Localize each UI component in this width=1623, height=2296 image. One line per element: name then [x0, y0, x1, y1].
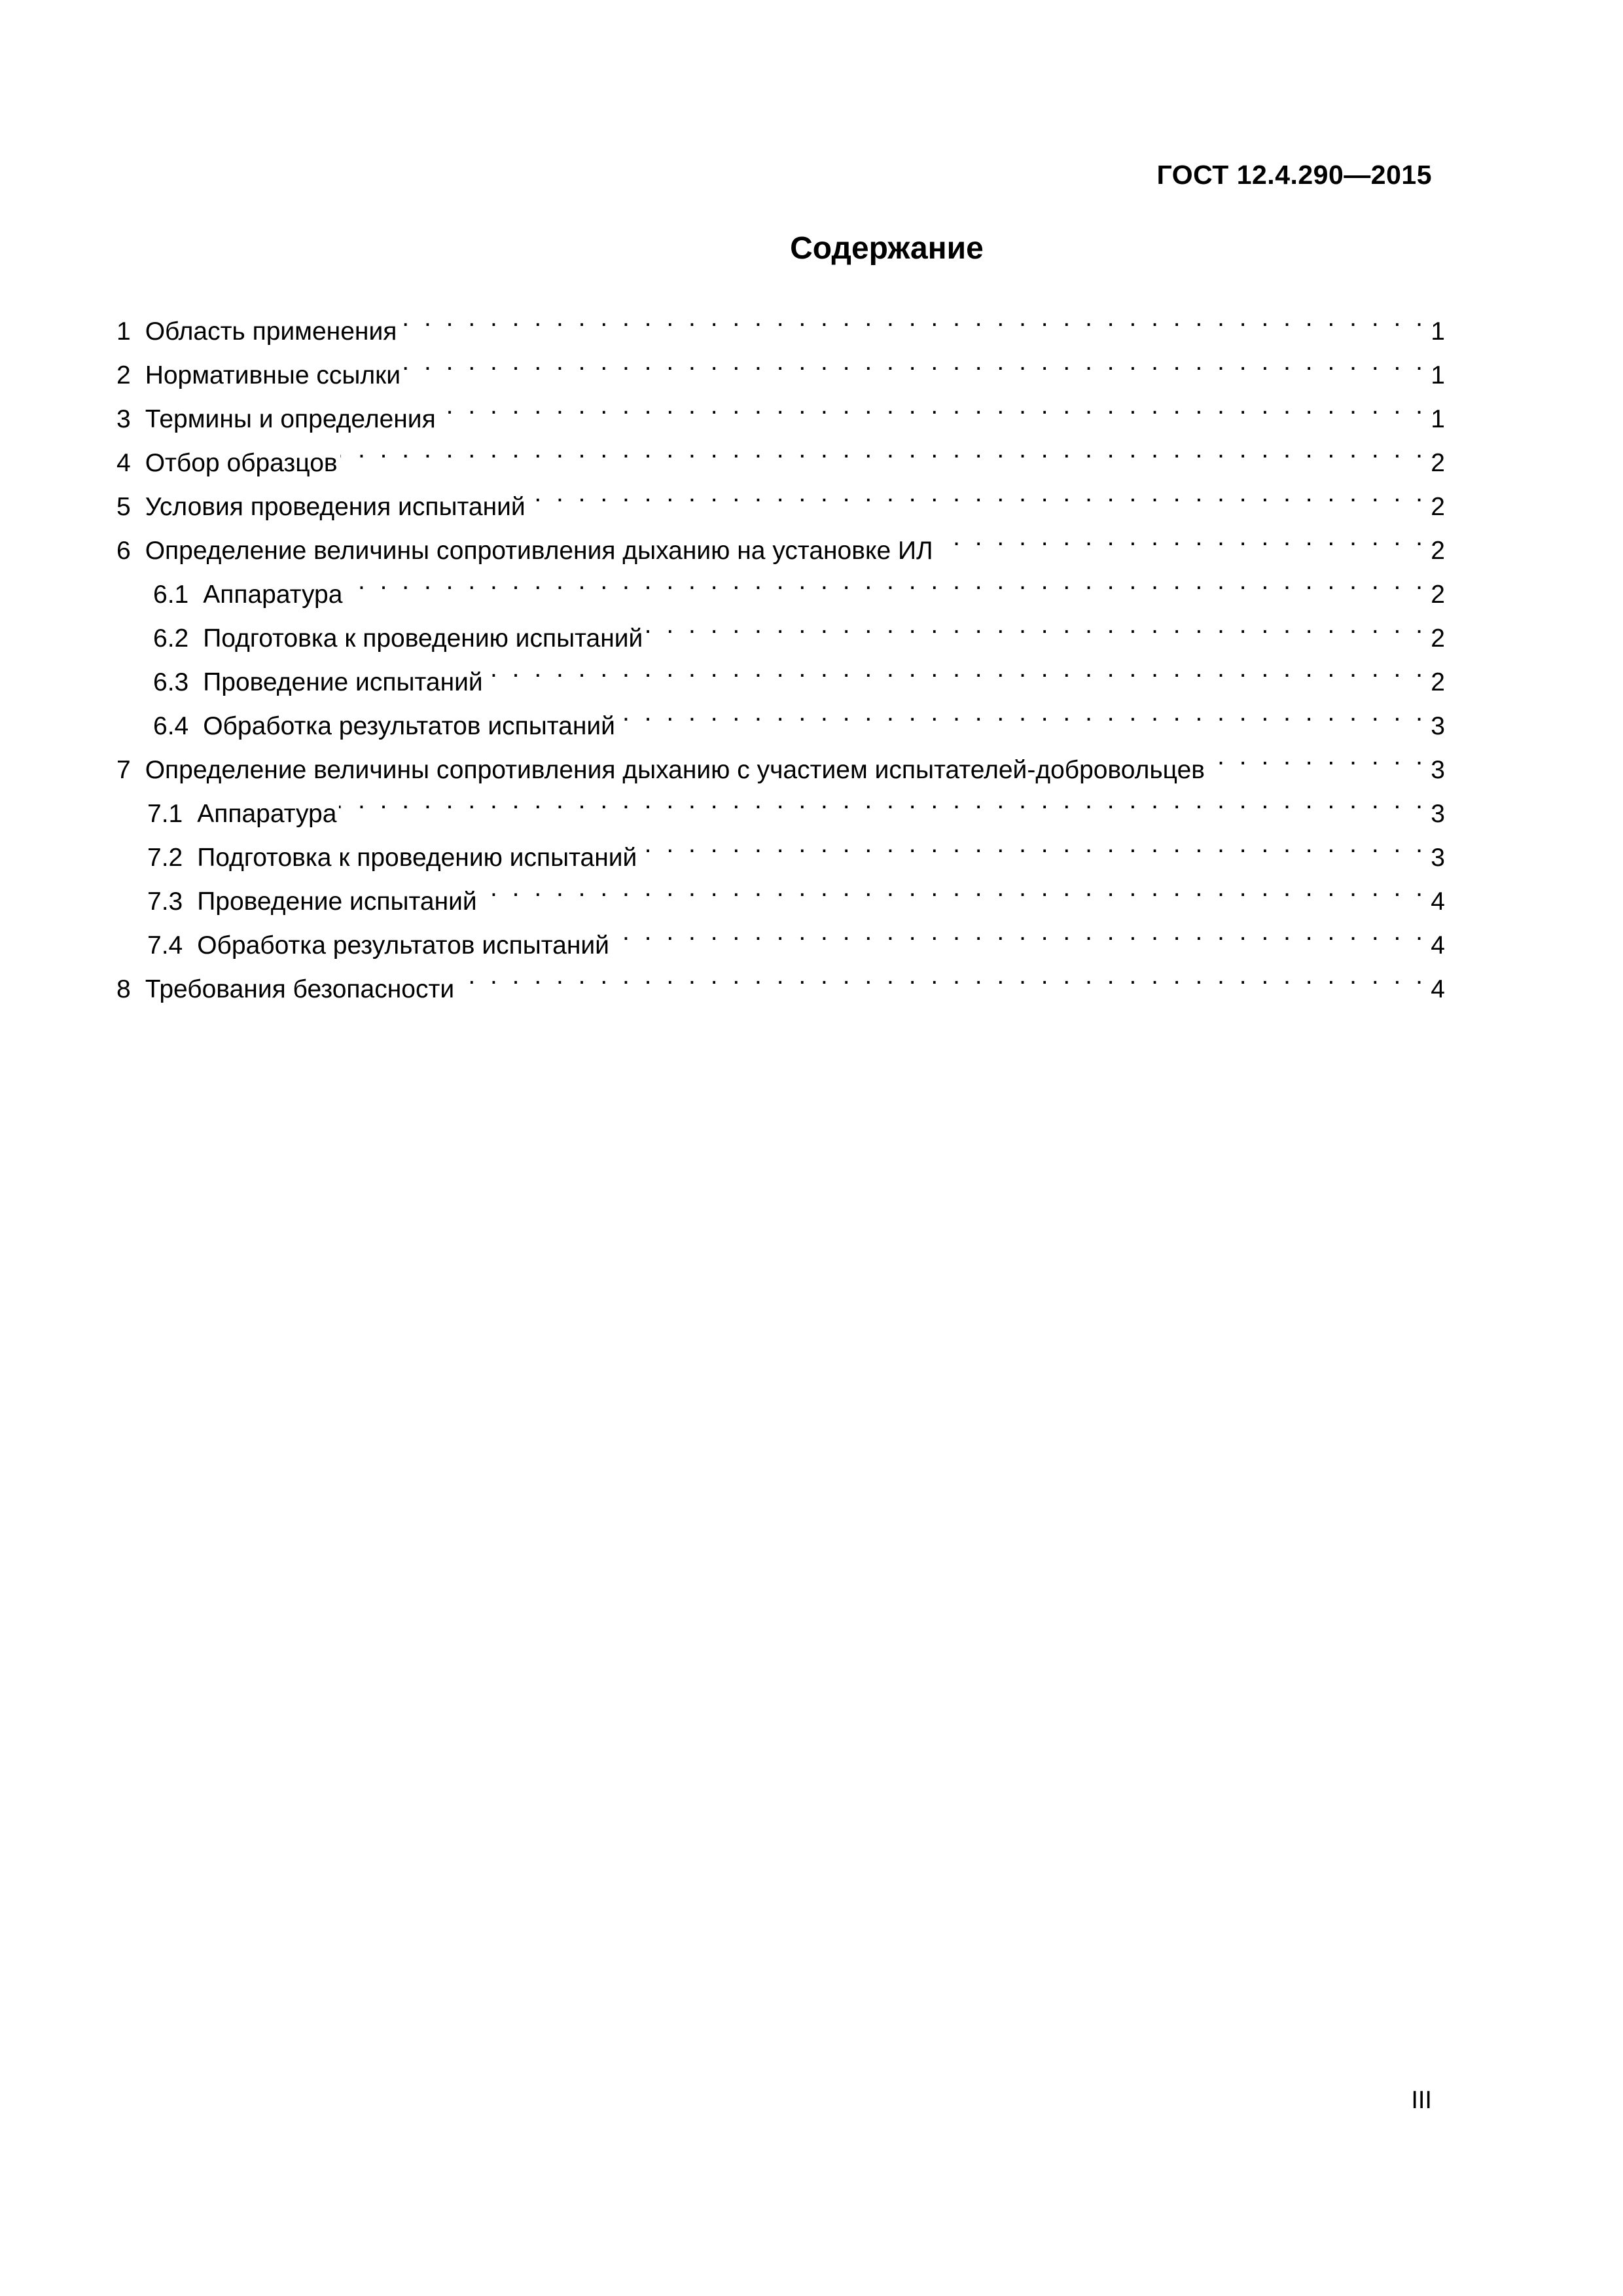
toc-entry-page: 1 [1431, 405, 1445, 433]
dot-leader [480, 866, 1427, 910]
toc-entry-page: 2 [1431, 581, 1445, 609]
toc-entry-title: Нормативные ссылки [145, 361, 401, 389]
dot-leader [612, 910, 1427, 954]
dot-leader [645, 603, 1427, 647]
toc-entry-title: Требования безопасности [145, 975, 455, 1003]
toc-entry-number: 6.1 [153, 581, 189, 609]
toc-entry-number: 2 [116, 361, 131, 389]
toc-entry-number: 7.3 [147, 888, 183, 916]
toc-entry-title: Обработка результатов испытаний [197, 931, 609, 960]
toc-entry-page: 4 [1431, 931, 1445, 960]
toc-entry-page: 3 [1431, 844, 1445, 872]
toc-entry-title: Обработка результатов испытаний [203, 712, 615, 740]
dot-leader [457, 954, 1427, 997]
dot-leader [639, 822, 1427, 866]
toc-entry-title: Аппаратура [203, 581, 343, 609]
toc-entry-number: 6.2 [153, 624, 189, 653]
toc-entry-page: 3 [1431, 800, 1445, 828]
toc-entry-number: 7.2 [147, 844, 183, 872]
dot-leader [340, 427, 1427, 471]
dot-leader [403, 340, 1427, 384]
toc-entry-title: Аппаратура [197, 800, 337, 828]
toc-entry-title: Проведение испытаний [197, 888, 477, 916]
table-of-contents [116, 296, 1445, 1003]
toc-entry-page: 2 [1431, 537, 1445, 565]
toc-entry-number: 7.4 [147, 931, 183, 960]
toc-entry-number: 3 [116, 405, 131, 433]
toc-entry-title: Условия проведения испытаний [145, 493, 526, 521]
toc-entry-page: 1 [1431, 361, 1445, 389]
toc-entry-page: 2 [1431, 624, 1445, 653]
toc-entry-page: 2 [1431, 493, 1445, 521]
toc-title: Содержание [790, 231, 984, 266]
dot-leader [399, 296, 1427, 340]
toc-entry-title: Определение величины сопротивления дыханию на установке ИЛ [145, 537, 933, 565]
toc-entry-number: 6.3 [153, 668, 189, 696]
toc-entry-number: 7.1 [147, 800, 183, 828]
dot-leader [486, 647, 1427, 691]
dot-leader [339, 778, 1427, 822]
toc-entry-page: 3 [1431, 756, 1445, 784]
toc-entry-page: 2 [1431, 668, 1445, 696]
toc-entry-number: 8 [116, 975, 131, 1003]
dot-leader [936, 515, 1427, 559]
dot-leader [438, 384, 1427, 427]
dot-leader [618, 691, 1427, 734]
toc-entry-page: 1 [1431, 317, 1445, 346]
toc-entry-number: 6.4 [153, 712, 189, 740]
dot-leader [345, 559, 1427, 603]
toc-entry[interactable] [116, 296, 1445, 346]
toc-entry-title: Проведение испытаний [203, 668, 483, 696]
toc-entry-title: Определение величины сопротивления дыханию с участием испытателей-добровольцев [145, 756, 1205, 784]
toc-entry-number: 6 [116, 537, 131, 565]
toc-entry-page: 4 [1431, 888, 1445, 916]
toc-entry-number: 7 [116, 756, 131, 784]
document-code: ГОСТ 12.4.290—2015 [1156, 160, 1432, 190]
toc-entry-number: 4 [116, 449, 131, 477]
toc-entry-number: 1 [116, 317, 131, 346]
dot-leader [528, 471, 1427, 515]
toc-entry-page: 4 [1431, 975, 1445, 1003]
page-number: III [1411, 2087, 1432, 2114]
toc-entry-page: 2 [1431, 449, 1445, 477]
toc-entry-title: Область применения [145, 317, 397, 346]
toc-entry-title: Подготовка к проведению испытаний [197, 844, 637, 872]
toc-entry-page: 3 [1431, 712, 1445, 740]
toc-entry-number: 5 [116, 493, 131, 521]
toc-entry-title: Термины и определения [145, 405, 436, 433]
toc-entry-title: Подготовка к проведению испытаний [203, 624, 643, 653]
dot-leader [1207, 734, 1427, 778]
toc-entry-title: Отбор образцов [145, 449, 338, 477]
